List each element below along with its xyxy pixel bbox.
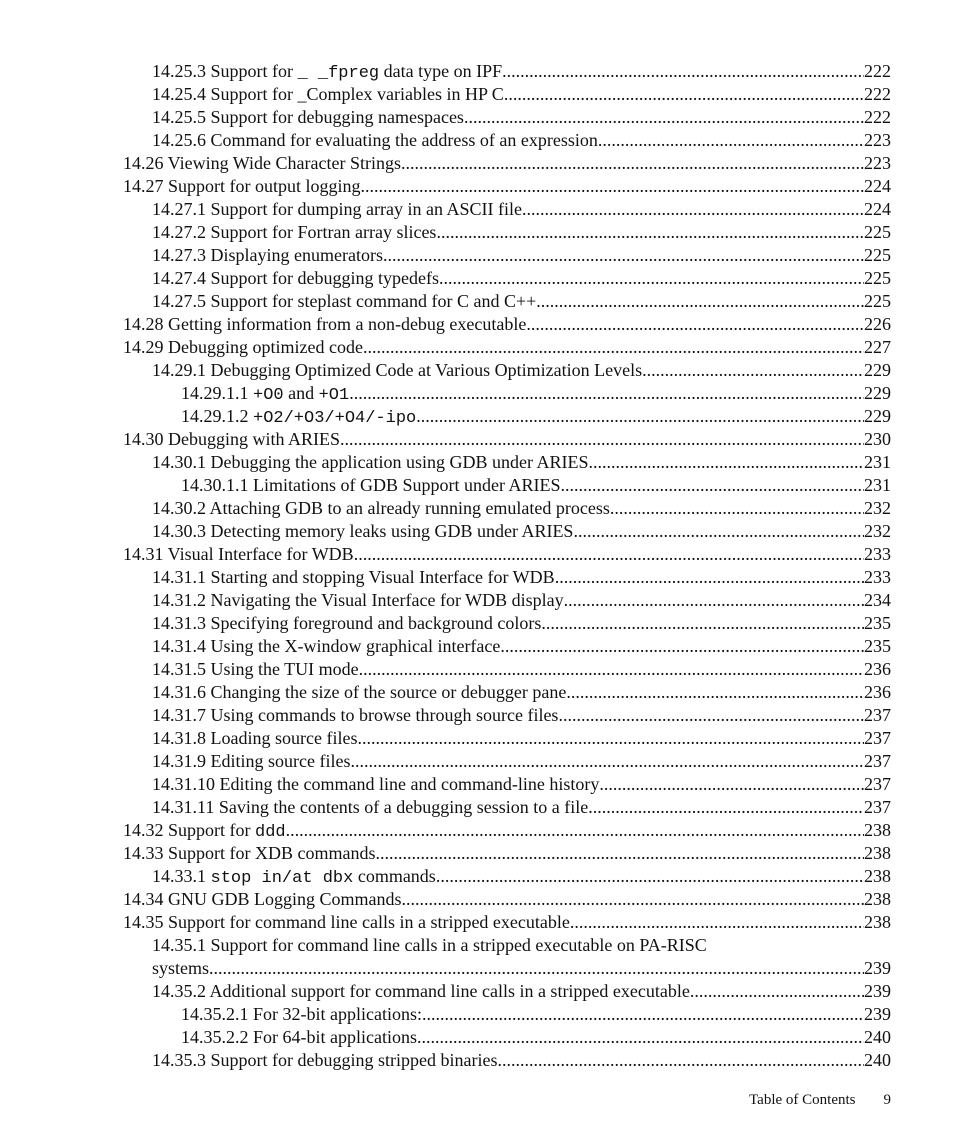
dot-leader: [361, 175, 865, 198]
title-text: 14.28 Getting information from a non-debug executable: [123, 314, 527, 334]
toc-entry[interactable]: [0, 474, 954, 497]
code-literal: +O2/+O3/+O4/-ipo: [253, 409, 417, 428]
toc-entry-title: [152, 1049, 497, 1072]
toc-page-number: 222: [864, 84, 891, 104]
toc-entry[interactable]: [0, 60, 954, 83]
title-text: 14.31.10 Editing the command line and command-line history: [152, 774, 600, 794]
title-text: 14.27.5 Support for steplast command for C and C++: [152, 291, 537, 311]
toc-page-number: 234: [864, 590, 891, 610]
toc-entry-title: [152, 773, 599, 796]
title-text: 14.27.3 Displaying enumerators: [152, 245, 383, 265]
toc-page-number: 224: [864, 199, 891, 219]
dot-leader: [401, 152, 864, 175]
title-text: 14.31.9 Editing source files: [152, 751, 351, 771]
dot-leader: [536, 290, 864, 313]
toc-entry-title: [181, 1003, 422, 1026]
toc-entry[interactable]: [0, 842, 954, 865]
toc-entry-title: [152, 290, 536, 313]
dot-leader: [340, 428, 864, 451]
toc-entry[interactable]: [0, 497, 954, 520]
title-text: 14.26 Viewing Wide Character Strings: [123, 153, 401, 173]
dot-leader: [570, 911, 864, 934]
toc-entry[interactable]: [0, 681, 954, 704]
title-text: 14.33 Support for XDB commands: [123, 843, 376, 863]
toc-entry-title: [181, 474, 561, 497]
title-text: 14.29.1 Debugging Optimized Code at Various Optimization Levels: [152, 360, 643, 380]
toc-page-number: 225: [864, 268, 891, 288]
dot-leader: [588, 451, 864, 474]
toc-entry-title: [123, 842, 375, 865]
toc-entry[interactable]: [0, 520, 954, 543]
dot-leader: [558, 704, 864, 727]
toc-page-number: 238: [864, 912, 891, 932]
title-text: 14.25.6 Command for evaluating the address of an expression: [152, 130, 598, 150]
dot-leader: [599, 773, 864, 796]
toc-entry-title: [152, 497, 610, 520]
toc-page-number: 236: [864, 659, 891, 679]
toc-page-number: 237: [864, 797, 891, 817]
toc-entry[interactable]: [0, 566, 954, 589]
toc-entry[interactable]: [0, 359, 954, 382]
toc-page-number: 233: [864, 544, 891, 564]
title-text: 14.30.1 Debugging the application using GDB under ARIES: [152, 452, 589, 472]
toc-page-number: 239: [864, 958, 891, 978]
toc-entry-title: [152, 520, 573, 543]
toc-page-number: 240: [864, 1027, 891, 1047]
footer-page-number: 9: [883, 1092, 891, 1108]
toc-entry-title: [152, 704, 558, 727]
toc-entry[interactable]: [0, 658, 954, 681]
code-literal: +O1: [318, 386, 350, 405]
toc-page-number: 225: [864, 291, 891, 311]
dot-leader: [564, 589, 864, 612]
title-text: 14.35.2 Additional support for command line calls in a stripped executable: [152, 981, 690, 1001]
dot-leader: [436, 865, 864, 888]
toc-entry-title: [152, 935, 707, 955]
toc-entry-title: [152, 221, 436, 244]
toc-entry-title: [123, 543, 354, 566]
title-text: data type on IPF: [379, 61, 503, 81]
toc-entry-title: [123, 175, 361, 198]
toc-page-number: 229: [864, 360, 891, 380]
title-text: 14.29 Debugging optimized code: [123, 337, 363, 357]
title-text: 14.31.7 Using commands to browse through source files: [152, 705, 559, 725]
toc-entry[interactable]: [0, 405, 954, 428]
toc-entry-title: [181, 382, 349, 407]
toc-entry-title: [152, 244, 383, 267]
dot-leader: [416, 405, 864, 428]
toc-page-number: 238: [864, 843, 891, 863]
toc-page-number: 237: [864, 728, 891, 748]
toc-entry[interactable]: [0, 727, 954, 750]
code-literal: +O0: [253, 386, 284, 405]
toc-page-number: 223: [864, 153, 891, 173]
toc-page-number: 222: [864, 107, 891, 127]
toc-entry-title: [152, 129, 598, 152]
title-text: 14.34 GNU GDB Logging Commands: [123, 889, 402, 909]
toc-entry-title: [181, 1026, 417, 1049]
toc-entry[interactable]: [0, 589, 954, 612]
toc-entry-title: [152, 727, 357, 750]
toc-page-number: 232: [864, 498, 891, 518]
dot-leader: [402, 888, 865, 911]
toc-page-number: 235: [864, 636, 891, 656]
toc-entry[interactable]: [0, 934, 954, 980]
dot-leader: [588, 796, 864, 819]
toc-entry-title: [152, 589, 564, 612]
toc-page-number: 229: [864, 406, 891, 426]
toc-entry-title: [152, 681, 566, 704]
dot-leader: [349, 382, 864, 405]
title-text: 14.30.1.1 Limitations of GDB Support under ARIES: [181, 475, 561, 495]
toc-entry[interactable]: [0, 704, 954, 727]
title-text: 14.30.2 Attaching GDB to an already running emulated process: [152, 498, 610, 518]
page-footer: [749, 1092, 891, 1109]
toc-entry[interactable]: [0, 336, 954, 359]
dot-leader: [354, 543, 864, 566]
dot-leader: [541, 612, 864, 635]
title-text: systems: [152, 958, 210, 978]
title-text: 14.35.2.2 For 64-bit applications: [181, 1027, 417, 1047]
toc-entry[interactable]: [0, 175, 954, 198]
toc-entry-title: [123, 313, 526, 336]
title-text: 14.31.6 Changing the size of the source or debugger pane: [152, 682, 567, 702]
toc-entry[interactable]: [0, 796, 954, 819]
toc-page-number: 237: [864, 774, 891, 794]
toc-page-number: 238: [864, 889, 891, 909]
toc-page-number: 236: [864, 682, 891, 702]
title-text: 14.27.4 Support for debugging typedefs: [152, 268, 439, 288]
dot-leader: [561, 474, 865, 497]
toc-entry[interactable]: [0, 911, 954, 934]
title-text: 14.35 Support for command line calls in a stripped executable: [123, 912, 570, 932]
dot-leader: [573, 520, 864, 543]
toc-page-number: 231: [864, 452, 891, 472]
toc-entry-title: [152, 359, 642, 382]
toc-page-number: 237: [864, 751, 891, 771]
toc-entry[interactable]: [0, 635, 954, 658]
toc-entry[interactable]: [0, 313, 954, 336]
toc-entry-title: [152, 60, 502, 85]
dot-leader: [422, 1003, 864, 1026]
title-text: 14.25.5 Support for debugging namespaces: [152, 107, 464, 127]
toc-entry[interactable]: [0, 819, 954, 842]
toc-entry[interactable]: [0, 290, 954, 313]
toc-page-number: 232: [864, 521, 891, 541]
toc-entry[interactable]: [0, 244, 954, 267]
dot-leader: [357, 727, 864, 750]
toc-page-number: 231: [864, 475, 891, 495]
title-text: 14.31 Visual Interface for WDB: [123, 544, 354, 564]
toc-entry[interactable]: [0, 106, 954, 129]
toc-page-number: 227: [864, 337, 891, 357]
toc-page-number: 229: [864, 383, 891, 403]
toc-entry-title: [152, 750, 350, 773]
toc-entry[interactable]: [0, 382, 954, 405]
toc-entry[interactable]: [0, 267, 954, 290]
dot-leader: [383, 244, 864, 267]
toc-page-number: 225: [864, 245, 891, 265]
toc-entry[interactable]: [0, 152, 954, 175]
toc-entry[interactable]: [0, 865, 954, 888]
toc-page-number: 239: [864, 1004, 891, 1024]
toc-entry[interactable]: [0, 773, 954, 796]
title-text: 14.25.4 Support for _Complex variables in HP C: [152, 84, 504, 104]
dot-leader: [417, 1026, 864, 1049]
toc-page-number: 230: [864, 429, 891, 449]
title-text: 14.27.2 Support for Fortran array slices: [152, 222, 437, 242]
dot-leader: [610, 497, 864, 520]
dot-leader: [209, 957, 864, 980]
toc-entry[interactable]: [0, 750, 954, 773]
title-text: 14.32 Support for: [123, 820, 255, 840]
dot-leader: [500, 635, 864, 658]
dot-leader: [504, 83, 864, 106]
toc-entry-title: [152, 566, 555, 589]
toc-entry-title: [123, 819, 286, 844]
toc-entry-title: [152, 451, 588, 474]
title-text: 14.35.3 Support for debugging stripped binaries: [152, 1050, 498, 1070]
dot-leader: [522, 198, 864, 221]
toc-entry-title: [152, 865, 436, 890]
code-literal: _ _fpreg: [297, 64, 380, 83]
title-text: 14.33.1: [152, 866, 211, 886]
title-text: 14.31.11 Saving the contents of a debugging session to a file: [152, 797, 589, 817]
toc-page-number: 226: [864, 314, 891, 334]
dot-leader: [286, 819, 864, 842]
toc-page-number: 238: [864, 820, 891, 840]
title-text: 14.29.1.2: [181, 406, 253, 426]
dot-leader: [526, 313, 864, 336]
dot-leader: [598, 129, 864, 152]
toc-entry[interactable]: [0, 1003, 954, 1026]
dot-leader: [436, 221, 864, 244]
toc-entry-title: [152, 198, 522, 221]
toc-entry-title: [152, 267, 439, 290]
toc-entry[interactable]: [0, 888, 954, 911]
toc-entry[interactable]: [0, 83, 954, 106]
title-text: 14.31.5 Using the TUI mode: [152, 659, 359, 679]
title-text: 14.30 Debugging with ARIES: [123, 429, 341, 449]
dot-leader: [464, 106, 864, 129]
toc-entry[interactable]: [0, 1049, 954, 1072]
toc-entry-title: [152, 980, 690, 1003]
dot-leader: [350, 750, 864, 773]
toc-entry-title: [123, 152, 401, 175]
title-text: and: [283, 383, 319, 403]
toc-entry-title: [152, 83, 504, 106]
code-literal: ddd: [255, 823, 286, 842]
toc-entry[interactable]: [0, 221, 954, 244]
title-text: 14.31.4 Using the X-window graphical interface: [152, 636, 501, 656]
toc-entry[interactable]: [0, 451, 954, 474]
toc-page-number: 238: [864, 866, 891, 886]
dot-leader: [439, 267, 864, 290]
toc-entry-title: [152, 957, 209, 980]
table-of-contents: [0, 60, 954, 1072]
dot-leader: [375, 842, 864, 865]
title-text: 14.35.1 Support for command line calls in a stripped executable on PA-RISC: [152, 935, 707, 955]
toc-page-number: 223: [864, 130, 891, 150]
title-text: 14.30.3 Detecting memory leaks using GDB under ARIES: [152, 521, 574, 541]
title-text: 14.31.8 Loading source files: [152, 728, 358, 748]
dot-leader: [363, 336, 864, 359]
toc-entry[interactable]: [0, 612, 954, 635]
dot-leader: [642, 359, 864, 382]
toc-entry-title: [181, 405, 416, 430]
dot-leader: [690, 980, 864, 1003]
title-text: 14.31.1 Starting and stopping Visual Interface for WDB: [152, 567, 555, 587]
toc-entry-title: [123, 911, 570, 934]
title-text: 14.31.2 Navigating the Visual Interface for WDB display: [152, 590, 564, 610]
toc-entry-title: [123, 336, 363, 359]
toc-page-number: 224: [864, 176, 891, 196]
title-text: 14.27 Support for output logging: [123, 176, 361, 196]
title-text: 14.29.1.1: [181, 383, 253, 403]
toc-page-number: 222: [864, 61, 891, 81]
footer-section-title: Table of Contents: [749, 1092, 856, 1108]
title-text: 14.25.3 Support for: [152, 61, 298, 81]
toc-page-number: 225: [864, 222, 891, 242]
dot-leader: [555, 566, 864, 589]
toc-page-number: 239: [864, 981, 891, 1001]
toc-entry[interactable]: [0, 129, 954, 152]
dot-leader: [497, 1049, 864, 1072]
title-text: commands: [353, 866, 436, 886]
toc-entry[interactable]: [0, 543, 954, 566]
toc-page-number: 240: [864, 1050, 891, 1070]
dot-leader: [359, 658, 864, 681]
toc-entry-title: [152, 658, 359, 681]
dot-leader: [502, 60, 864, 83]
title-text: 14.35.2.1 For 32-bit applications:: [181, 1004, 422, 1024]
toc-page-number: 237: [864, 705, 891, 725]
toc-entry[interactable]: [0, 980, 954, 1003]
toc-entry-title: [123, 428, 340, 451]
toc-entry-title: [152, 796, 588, 819]
toc-entry[interactable]: [0, 428, 954, 451]
code-literal: stop in/at dbx: [210, 869, 354, 888]
toc-page-number: 235: [864, 613, 891, 633]
toc-entry-title: [123, 888, 402, 911]
toc-entry-title: [152, 635, 500, 658]
title-text: 14.27.1 Support for dumping array in an ASCII file: [152, 199, 522, 219]
toc-entry-title: [152, 612, 541, 635]
toc-entry-title: [152, 106, 464, 129]
title-text: 14.31.3 Specifying foreground and background colors: [152, 613, 542, 633]
toc-entry[interactable]: [0, 1026, 954, 1049]
toc-entry[interactable]: [0, 198, 954, 221]
dot-leader: [566, 681, 864, 704]
toc-page-number: 233: [864, 567, 891, 587]
